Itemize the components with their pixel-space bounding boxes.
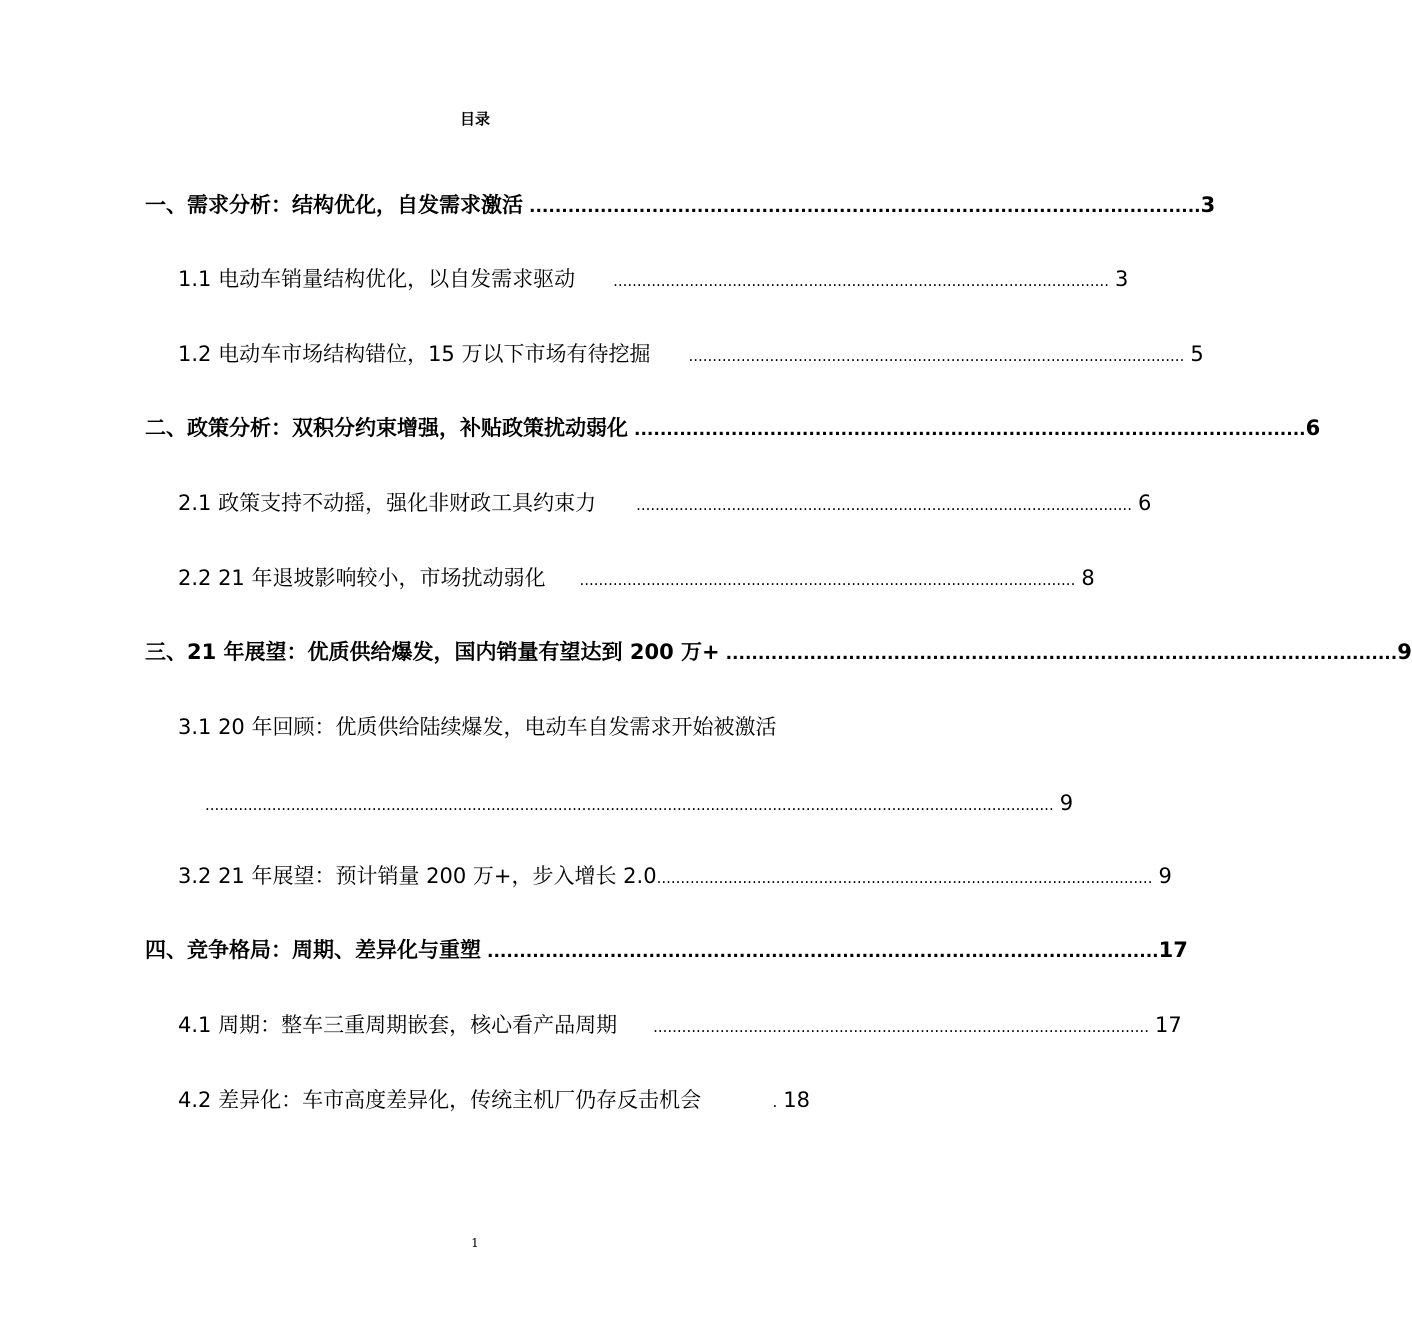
toc-entry-1-1[interactable] <box>178 264 1129 294</box>
toc-page-number: 3 <box>1200 193 1216 217</box>
toc-entry-text: 2.1 政策支持不动摇，强化非财政工具约束力 <box>178 491 597 515</box>
toc-entry-4-1[interactable] <box>178 1010 1182 1040</box>
toc-entry-3-1[interactable] <box>178 712 810 742</box>
toc-page-number: 9 <box>1397 640 1412 664</box>
toc-page-number: 18 <box>783 1088 810 1112</box>
toc-entry-text: 1.1 电动车销量结构优化，以自发需求驱动 <box>178 267 576 291</box>
footer-page-number: 1 <box>471 1236 479 1250</box>
toc-entry-2[interactable] <box>145 413 1321 443</box>
toc-entry-text: 2.2 21 年退坡影响较小，市场扰动弱化 <box>178 566 546 590</box>
toc-entry-4-2[interactable] <box>178 1085 810 1115</box>
dot-leader: ........................................................................................................ <box>613 272 1109 290</box>
dot-leader: ........................................................................................................ <box>688 347 1185 365</box>
toc-page-number: 8 <box>1081 566 1095 590</box>
dot-leader: ........................................................................................................ <box>725 644 1398 664</box>
toc-title: 目录 <box>459 110 490 128</box>
toc-entry-3[interactable] <box>145 637 1412 667</box>
dot-leader: ........................................................................................................ <box>634 420 1306 440</box>
toc-entry-2-1[interactable] <box>178 488 1152 518</box>
toc-entry-1-2[interactable] <box>178 339 1204 369</box>
toc-entry-text: 三、21 年展望：优质供给爆发，国内销量有望达到 200 万+ <box>145 640 720 664</box>
dot-leader: .................................................................................................................................................................................. <box>205 796 1054 814</box>
toc-entry-text: 四、竞争格局：周期、差异化与重塑 <box>145 938 481 962</box>
dot-leader: ........................................................................................................ <box>487 942 1159 962</box>
toc-page-number: 5 <box>1190 342 1204 366</box>
dot-leader: ........................................................................................................ <box>653 1018 1149 1036</box>
toc-page-number: 6 <box>1305 416 1321 440</box>
toc-page-number: 17 <box>1154 1013 1182 1037</box>
toc-entry-text: 一、需求分析：结构优化，自发需求激活 <box>145 193 523 217</box>
toc-page-number: 3 <box>1114 267 1129 291</box>
toc-entry-2-2[interactable] <box>178 563 1095 593</box>
dot-leader: ........................................................................................................ <box>656 869 1153 887</box>
toc-entry-text: 4.2 差异化：车市高度差异化，传统主机厂仍存反击机会 <box>178 1088 702 1112</box>
toc-entry-text: 3.2 21 年展望：预计销量 200 万+，步入增长 2.0 <box>178 864 657 888</box>
toc-page-number: 9 <box>1059 791 1074 815</box>
dot-leader: ........................................................................................................ <box>579 571 1076 589</box>
toc-entry-text: 3.1 20 年回顾：优质供给陆续爆发，电动车自发需求开始被激活 <box>178 715 777 739</box>
toc-entry-text: 1.2 电动车市场结构错位，15 万以下市场有待挖掘 <box>178 342 651 366</box>
dot-leader: ........................................................................................................ <box>636 496 1132 514</box>
toc-entry-3-2[interactable] <box>178 861 1172 891</box>
toc-entry-text: 4.1 周期：整车三重周期嵌套，核心看产品周期 <box>178 1013 618 1037</box>
toc-page-number: 17 <box>1158 938 1188 962</box>
toc-entry-3-1-continuation[interactable] <box>205 788 1074 818</box>
toc-entry-1[interactable] <box>145 190 1216 220</box>
toc-entry-text: 二、政策分析：双积分约束增强，补贴政策扰动弱化 <box>145 416 628 440</box>
toc-entry-4[interactable] <box>145 935 1188 965</box>
toc-page-number: 6 <box>1137 491 1152 515</box>
dot-leader: ........................................................................................................ <box>529 197 1201 217</box>
dot-leader: . <box>772 1093 778 1111</box>
toc-page-number: 9 <box>1158 864 1172 888</box>
